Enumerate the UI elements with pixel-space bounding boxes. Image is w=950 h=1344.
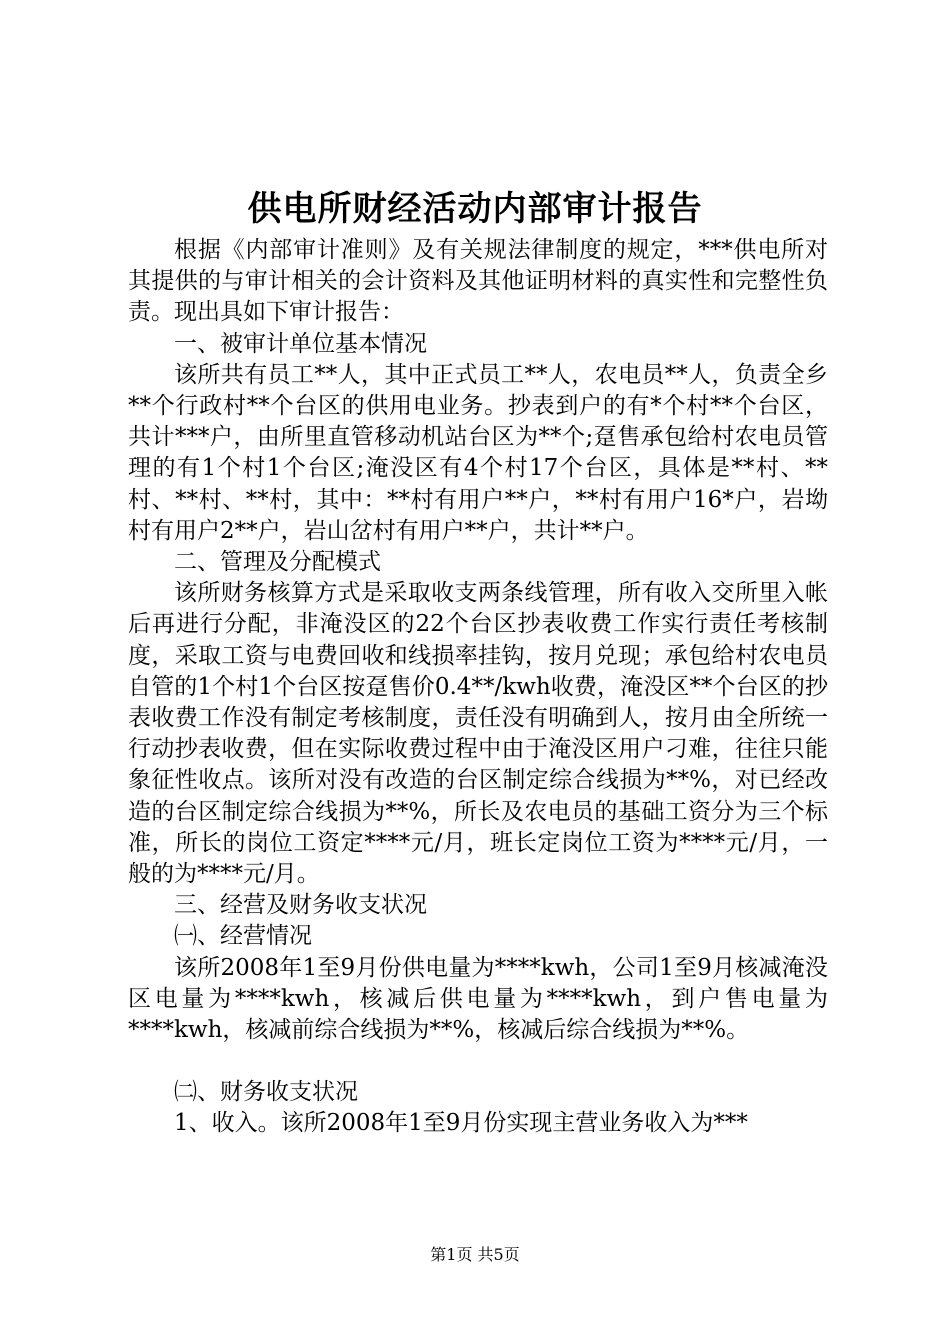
subsection-heading-finance: ㈡、财务收支状况	[174, 1079, 358, 1106]
subsection-heading-operations: ㈠、经营情况	[174, 923, 312, 950]
section-heading-3: 三、经营及财务收支状况	[174, 892, 427, 919]
document-body	[128, 235, 828, 1140]
paragraph-spacer	[128, 1046, 828, 1077]
page-footer: 第1页 共5页	[430, 1245, 520, 1264]
paragraph-income: 1、收入。该所2008年1至9月份实现主营业务收入为***	[174, 1110, 748, 1137]
section-heading-2: 二、管理及分配模式	[174, 549, 381, 576]
paragraph-basic-info: 该所共有员工**人，其中正式员工**人，农电员**人，负责全乡**个行政村**个台区的供用电业务。抄表到户的有*个村**个台区，共计***户，由所里直管移动机站台区为**个;趸售承包给村农电员管理的有1个村1个台区;淹没区有4个村17个台区，具体是**村、**村、**村、**村，其中：**村有用户**户，**村有用户16*户，岩坳村有用户2**户，岩山岔村有用户**户，共计**户。	[128, 361, 828, 544]
paragraph-intro: 根据《内部审计准则》及有关规法律制度的规定，***供电所对其提供的与审计相关的会计资料及其他证明材料的真实性和完整性负责。现出具如下审计报告：	[128, 237, 828, 326]
paragraph-management: 该所财务核算方式是采取收支两条线管理，所有收入交所里入帐后再进行分配，非淹没区的22个台区抄表收费工作实行责任考核制度，采取工资与电费回收和线损率挂钩，按月兑现；承包给村农电员自管的1个村1个台区按趸售价0.4**/kwh收费，淹没区**个台区的抄表收费工作没有制定考核制度，责任没有明确到人，按月由全所统一行动抄表收费，但在实际收费过程中由于淹没区用户刁难，往往只能象征性收点。该所对没有改造的台区制定综合线损为**%，对已经改造的台区制定综合线损为**%，所长及农电员的基础工资分为三个标准，所长的岗位工资定****元/月，班长定岗位工资为****元/月，一般的为****元/月。	[128, 580, 828, 888]
section-heading-1: 一、被审计单位基本情况	[174, 330, 427, 357]
paragraph-operations: 该所2008年1至9月份供电量为****kwh，公司1至9月核减淹没区电量为****kwh，核减后供电量为****kwh，到户售电量为****kwh，核减前综合线损为**%，核减后综合线损为**%。	[128, 954, 828, 1044]
document-title: 供电所财经活动内部审计报告	[247, 189, 703, 229]
